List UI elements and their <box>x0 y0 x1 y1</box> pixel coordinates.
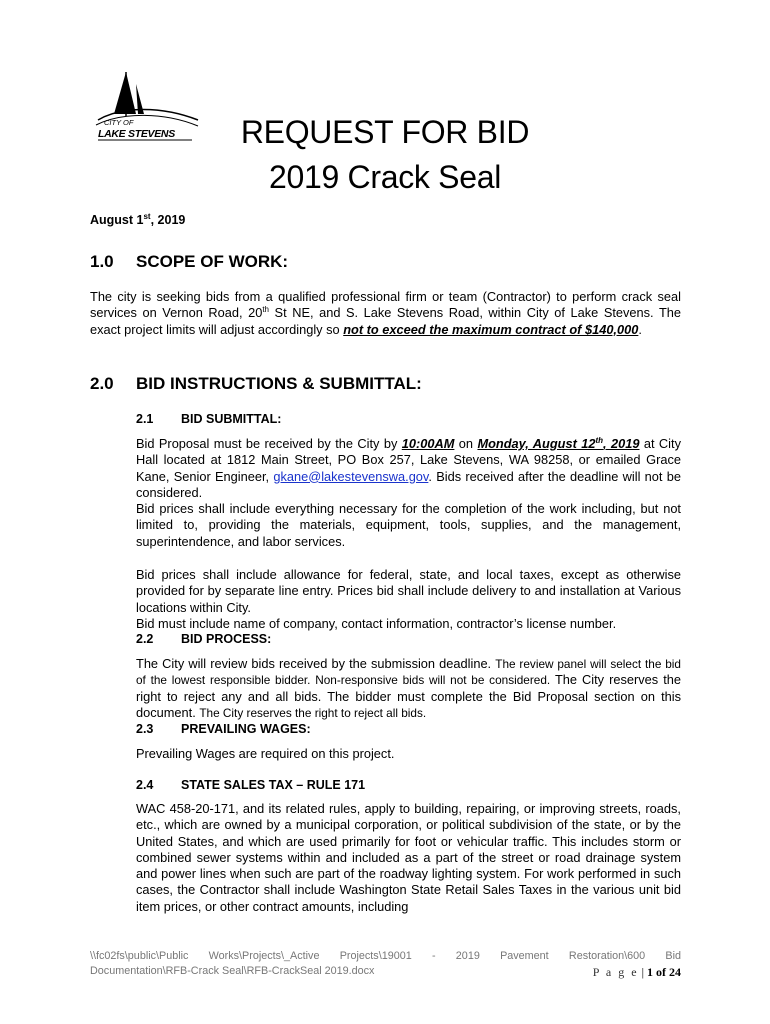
deadline-date: Monday, August 12th, 2019 <box>477 436 640 451</box>
document-date: August 1st, 2019 <box>90 212 186 227</box>
section-2-2-heading: 2.2 BID PROCESS: <box>136 632 272 646</box>
deadline-time: 10:00AM <box>401 436 455 451</box>
section-2-3-heading: 2.3 PREVAILING WAGES: <box>136 722 311 736</box>
page-number: P a g e | 1 of 24 <box>592 965 681 979</box>
logo-text-lake-stevens: LAKE STEVENS <box>98 128 175 140</box>
logo-text-city-of: CITY OF <box>104 118 134 127</box>
document-subtitle: 2019 Crack Seal <box>268 159 502 195</box>
section-2-1-body: Bid Proposal must be received by the City by 10:00AM on Monday, August 12th, 2019 at City Hall located at 1812 Main Street, PO Box 257, Lake Stevens, WA 98258, or emailed Grace Kane, Senior Engineer, gkane@lakestevenswa.gov. Bids received after the deadline will not be considered. Bid prices shall include everything necessary for the completion of the work including, but not limited to, providing the materials, equipment, tools, supplies, and the management, superintendence, and labor services. <box>136 436 681 549</box>
document-title: REQUEST FOR BID <box>240 114 530 150</box>
section-2-3-body: Prevailing Wages are required on this project. <box>136 746 395 761</box>
email-link[interactable]: gkane@lakestevenswa.gov <box>273 468 429 484</box>
section-2-2-body: The City will review bids received by the submission deadline. The review panel will select the bid of the lowest responsible bidder. Non-responsive bids will not be considered. The City reserves the right to reject any and all bids. The bidder must complete the Bid Proposal section on this document. The City reserves the right to reject all bids. <box>136 656 681 720</box>
section-2-1-body-2: Bid prices shall include allowance for federal, state, and local taxes, except as otherwise provided for by separate line entry. Prices bid shall include delivery to and installation at Various locations within City. Bid must include name of company, contact information, contractor’s license number. <box>136 567 681 631</box>
footer-file-path: \\fc02fs\public\Public Works\Projects\_Active Projects\19001 - 2019 Pavement Restoration\600 Bid <box>90 950 681 962</box>
section-1-body: The city is seeking bids from a qualified professional firm or team (Contractor) to perform crack seal services on Vernon Road, 20th St NE, and S. Lake Stevens Road, within City of Lake Stevens. The exact project limits will adjust accordingly so not to exceed the maximum contract of $140,000. <box>90 289 681 337</box>
footer-file-path-2: Documentation\RFB-Crack Seal\RFB-CrackSeal 2019.docx <box>90 965 375 977</box>
logo-sail-icon <box>114 72 136 114</box>
footer-row <box>90 965 681 977</box>
section-1-heading: 1.0 SCOPE OF WORK: <box>90 252 289 271</box>
section-2-1-heading: 2.1 BID SUBMITTAL: <box>136 412 282 426</box>
section-2-heading: 2.0 BID INSTRUCTIONS & SUBMITTAL: <box>90 374 422 393</box>
section-2-4-body: WAC 458-20-171, and its related rules, apply to building, repairing, or improving streets, roads, etc., which are owned by a municipal corporation, or political subdivision of the state, or by the United States, and which are used primarily for foot or vehicular traffic. This includes storm or combined sewer systems within and included as a part of the street or road drainage system and power lines when such are part of the roadway lighting system. For work performed in such cases, the Contractor shall include Washington State Retail Sales Taxes in the various unit bid item prices, or other contract amounts, including <box>136 801 681 914</box>
section-2-4-heading: 2.4 STATE SALES TAX – RULE 171 <box>136 778 366 792</box>
max-contract-emphasis: not to exceed the maximum contract of $140,000 <box>343 321 639 337</box>
